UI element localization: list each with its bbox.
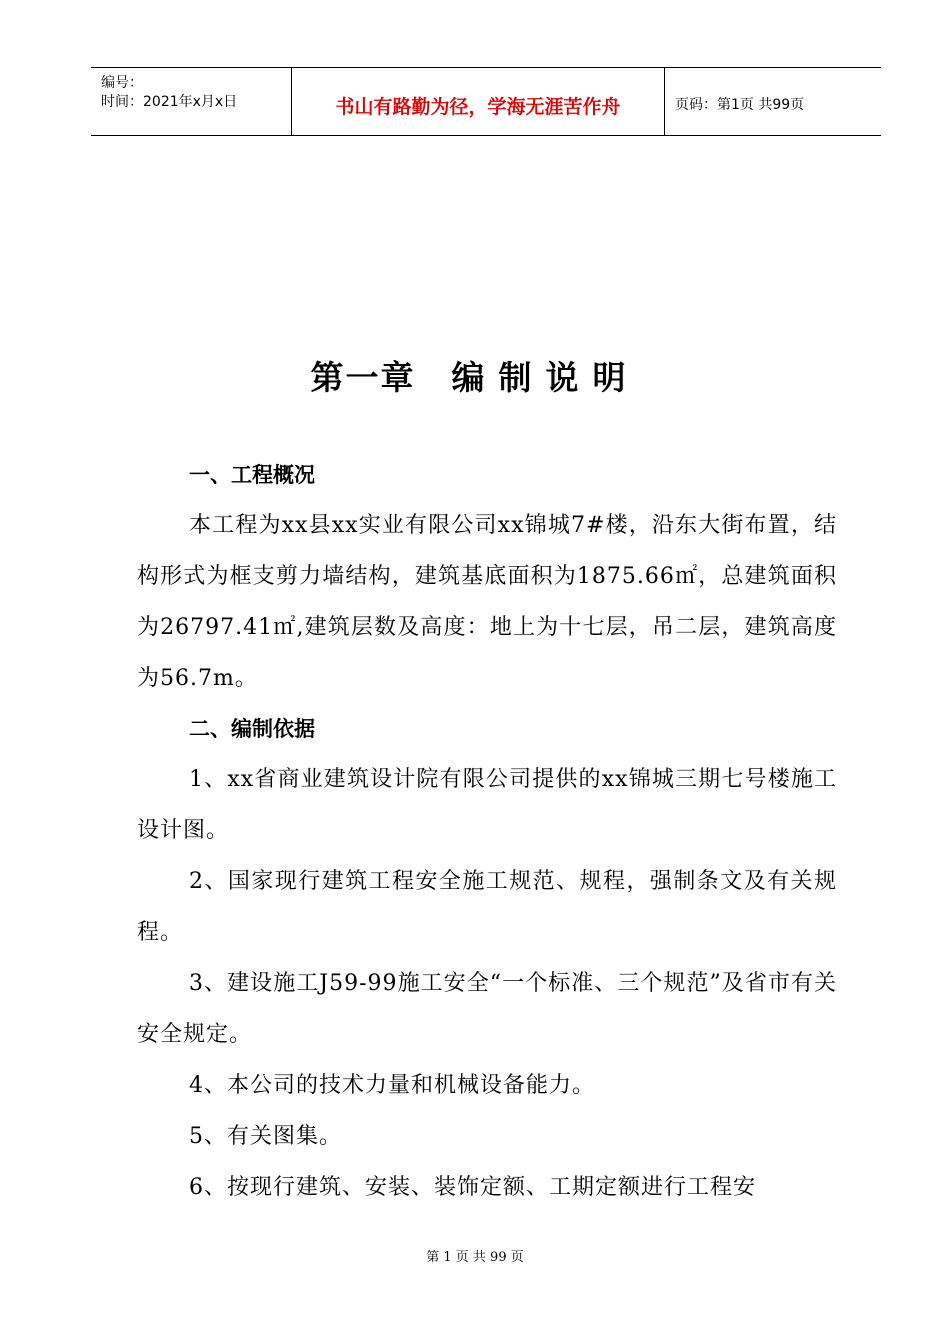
basis-item-6: 6、按现行建筑、安装、装饰定额、工期定额进行工程安: [189, 1175, 756, 1200]
number-label: 编号：: [101, 75, 143, 91]
chapter-title: [0, 352, 950, 399]
page-footer: 第 1 页 共 99 页: [426, 1250, 524, 1265]
basis-item-4: 4、本公司的技术力量和机械设备能力。: [189, 1073, 595, 1098]
basis-item-2: 2、国家现行建筑工程安全施工规范、规程，强制条文及有关规程。: [137, 869, 837, 945]
section-heading-overview: 一、工程概况: [189, 463, 315, 487]
document-body: [137, 450, 837, 1213]
overview-paragraph: 本工程为xx县xx实业有限公司xx锦城7#楼，沿东大街布置，结构形式为框支剪力墙结构，建筑基底面积为1875.66㎡，总建筑面积为26797.41㎡,建筑层数及高度：地上为十七层，吊二层，建筑高度为56.7m。: [137, 513, 837, 691]
document-header: [91, 67, 881, 136]
header-meta-cell: [91, 68, 292, 135]
chapter-name: 编制说明: [451, 358, 640, 397]
basis-item-5: 5、有关图集。: [189, 1124, 342, 1149]
header-page-cell: [665, 68, 881, 135]
motto-text: 书山有路勤为径，学海无涯苦作舟: [335, 96, 621, 118]
chapter-number: 第一章: [310, 358, 416, 397]
time-label: 时间：2021年x月x日: [101, 94, 238, 110]
header-motto-cell: [292, 68, 665, 135]
basis-item-1: 1、xx省商业建筑设计院有限公司提供的xx锦城三期七号楼施工设计图。: [137, 767, 837, 843]
section-heading-basis: 二、编制依据: [189, 717, 315, 741]
page-info: 页码：第1页 共99页: [675, 97, 805, 113]
basis-item-3: 3、建设施工J59-99施工安全“一个标准、三个规范”及省市有关安全规定。: [137, 971, 837, 1047]
